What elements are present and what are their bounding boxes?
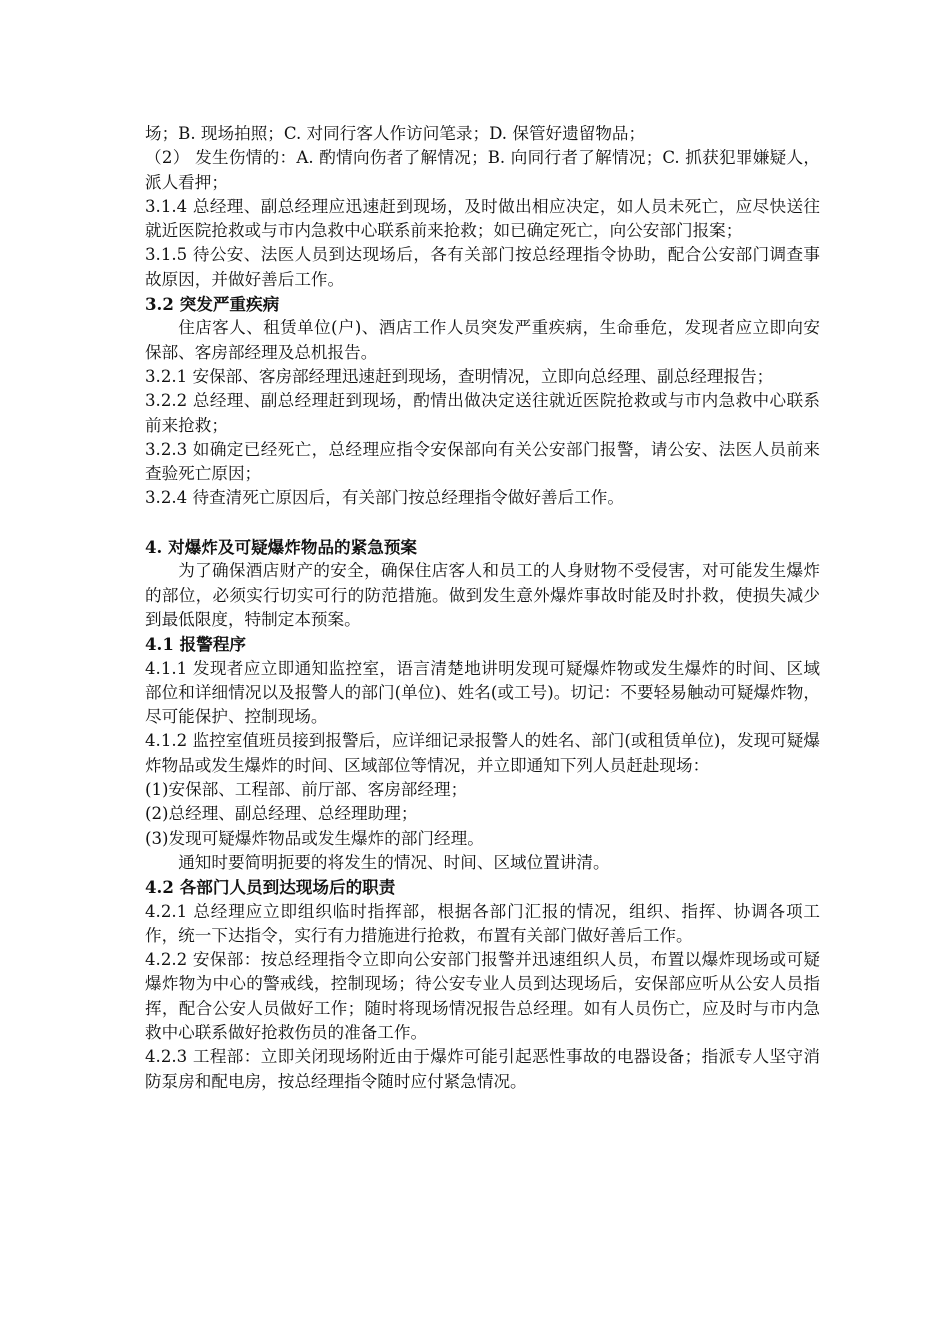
paragraph: 4.1.2 监控室值班员接到报警后，应详细记录报警人的姓名、部门(或租赁单位)，发现可疑爆炸物品或发生爆炸的时间、区域部位等情况，并立即通知下列人员赶赴现场： (145, 731, 820, 775)
section-heading-4: 4. 对爆炸及可疑爆炸物品的紧急预案 (145, 537, 418, 558)
list-item: (3)发现可疑爆炸物品或发生爆炸的部门经理。 (145, 828, 484, 848)
paragraph: 3.1.5 待公安、法医人员到达现场后，各有关部门按总经理指令协助，配合公安部门调查事故原因，并做好善后工作。 (145, 245, 820, 289)
paragraph: 4.1.1 发现者应立即通知监控室，语言清楚地讲明发现可疑爆炸物或发生爆炸的时间、区域部位和详细情况以及报警人的部门(单位)、姓名(或工号)。切记：不要轻易触动可疑爆炸物，尽可能保护、控制现场。 (145, 658, 820, 727)
section-heading-4-1: 4.1 报警程序 (145, 634, 247, 655)
paragraph: 3.1.4 总经理、副总经理应迅速赶到现场，及时做出相应决定，如人员未死亡，应尽快送往就近医院抢救或与市内急救中心联系前来抢救；如已确定死亡，向公安部门报案； (145, 196, 820, 241)
document-body (145, 122, 820, 1094)
blank-line (145, 511, 820, 535)
paragraph: （2） 发生伤情的：A. 酌情向伤者了解情况；B. 向同行者了解情况；C. 抓获犯罪嫌疑人，派人看押； (145, 148, 820, 192)
paragraph: 住店客人、租赁单位(户)、酒店工作人员突发严重疾病，生命垂危，发现者应立即向安保部、客房部经理及总机报告。 (145, 318, 820, 362)
paragraph: 通知时要简明扼要的将发生的情况、时间、区域位置讲清。 (178, 852, 610, 872)
paragraph: 3.2.1 安保部、客房部经理迅速赶到现场，查明情况，立即向总经理、副总经理报告； (145, 366, 774, 386)
section-heading-4-2: 4.2 各部门人员到达现场后的职责 (145, 877, 396, 898)
paragraph: 4.2.2 安保部：按总经理指令立即向公安部门报警并迅速组织人员，布置以爆炸现场或可疑爆炸物为中心的警戒线，控制现场；待公安专业人员到达现场后，安保部应听从公安人员指挥，配合公安人员做好工作；随时将现场情况报告总经理。如有人员伤亡，应及时与市内急救中心联系做好抢救伤员的准备工作。 (145, 950, 820, 1042)
paragraph: 4.2.1 总经理应立即组织临时指挥部，根据各部门汇报的情况，组织、指挥、协调各项工作，统一下达指令，实行有力措施进行抢救，布置有关部门做好善后工作。 (145, 901, 820, 945)
list-item: (1)安保部、工程部、前厅部、客房部经理； (145, 780, 468, 800)
section-heading-3-2: 3.2 突发严重疾病 (145, 294, 280, 315)
paragraph: 场；B. 现场拍照；C. 对同行客人作访问笔录；D. 保管好遗留物品； (145, 124, 646, 143)
paragraph: 4.2.3 工程部：立即关闭现场附近由于爆炸可能引起恶性事故的电器设备；指派专人坚守消防泵房和配电房，按总经理指令随时应付紧急情况。 (145, 1047, 820, 1091)
paragraph: 3.2.2 总经理、副总经理赶到现场，酌情出做决定送往就近医院抢救或与市内急救中心联系前来抢救； (145, 391, 820, 435)
list-item: (2)总经理、副总经理、总经理助理； (145, 804, 418, 824)
paragraph: 3.2.4 待查清死亡原因后，有关部门按总经理指令做好善后工作。 (145, 488, 624, 508)
paragraph: 3.2.3 如确定已经死亡，总经理应指令安保部向有关公安部门报警，请公安、法医人员前来查验死亡原因； (145, 439, 820, 484)
paragraph: 为了确保酒店财产的安全，确保住店客人和员工的人身财物不受侵害，对可能发生爆炸的部位，必须实行切实可行的防范措施。做到发生意外爆炸事故时能及时扑救，使损失减少到最低限度，特制定本预案。 (145, 561, 820, 629)
